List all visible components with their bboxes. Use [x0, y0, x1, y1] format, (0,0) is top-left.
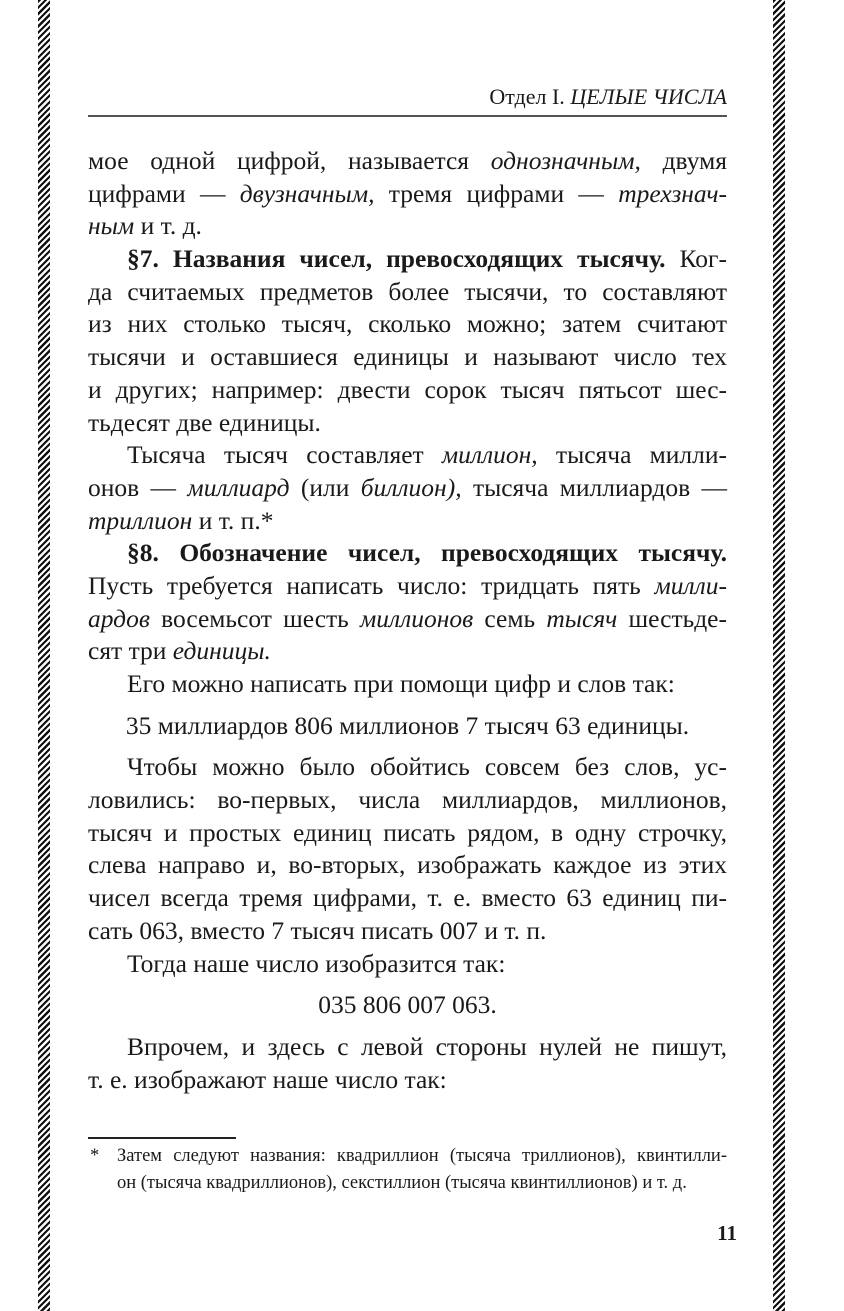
footnote-mark: *	[90, 1146, 100, 1166]
italic-term: единицы.	[172, 636, 271, 666]
text-line	[88, 635, 727, 668]
italic-term: миллиард	[187, 472, 290, 502]
decorative-border-right	[773, 0, 785, 1311]
text-span: Тысяча тысяч составляет	[127, 440, 442, 470]
text-span: Впрочем, и здесь с левой стороны нулей не пишут,	[127, 1031, 727, 1061]
italic-term: триллион	[88, 505, 193, 535]
text-span: из них столько тысяч, сколько можно; затем считают	[88, 309, 727, 339]
text-line	[88, 849, 727, 882]
text-span: чисел всегда тремя цифрами, т. е. вместо 63 единиц пи-	[88, 883, 727, 913]
text-line	[88, 1064, 727, 1097]
text-span: слева направо и, во-вторых, изображать каждое из этих	[88, 850, 727, 880]
footnote	[88, 1143, 727, 1197]
text-span: двумя	[640, 146, 727, 175]
text-span: 035 806 007 063.	[318, 990, 497, 1020]
text-line	[88, 505, 727, 538]
text-line	[88, 276, 727, 309]
text-span: 35 миллиардов 806 миллионов 7 тысяч 63 единицы.	[125, 710, 690, 740]
text-span: восемьсот шесть	[149, 603, 360, 633]
italic-term: миллион,	[441, 440, 538, 470]
text-span: сать 063, вместо 7 тысяч писать 007 и т. п.	[88, 915, 547, 945]
text-line	[88, 210, 727, 243]
text-span: и других; например: двести сорок тысяч пятьсот шес-	[88, 374, 727, 404]
text-span: цифрами —	[88, 178, 240, 208]
italic-term: тысяч	[546, 603, 618, 633]
text-line	[88, 784, 727, 817]
text-line	[88, 243, 727, 276]
text-span: сят три	[88, 636, 173, 666]
text-line	[88, 882, 727, 915]
text-span: Ког-	[665, 244, 727, 274]
bold-heading: §7. Названия чисел, превосходящих тысячу.	[127, 244, 666, 274]
italic-term: однозначным,	[490, 146, 641, 175]
body-text	[88, 145, 727, 1096]
text-span: (или	[289, 472, 361, 502]
text-line	[88, 751, 727, 784]
text-line	[88, 915, 727, 948]
text-line	[88, 710, 727, 743]
bold-heading: §8. Обозначение чисел, превосходящих тысячу.	[127, 538, 727, 568]
text-line	[88, 439, 727, 472]
header-section: Отдел I.	[489, 84, 565, 109]
italic-term: ным	[88, 211, 135, 241]
text-span: Чтобы можно было обойтись совсем без слов, ус-	[127, 752, 727, 782]
text-span: семь	[473, 603, 547, 633]
text-span: тысяч и простых единиц писать рядом, в одну строчку,	[88, 817, 727, 847]
text-line	[88, 472, 727, 505]
text-span: тысячи и оставшиеся единицы и называют число тех	[88, 342, 727, 372]
text-span: и т. д.	[134, 211, 202, 241]
text-line	[88, 341, 727, 374]
text-span: т. е. изображают наше число так:	[88, 1064, 447, 1094]
text-span: шестьде-	[617, 603, 727, 633]
text-line	[88, 989, 727, 1022]
text-span: и т. п.*	[192, 505, 274, 535]
decorative-border-left	[38, 0, 50, 1311]
text-line	[88, 537, 727, 570]
text-span: тремя цифрами —	[374, 178, 619, 208]
italic-term: двузначным,	[239, 178, 375, 208]
running-header	[88, 84, 727, 110]
footnote-line: Затем следуют названия: квадриллион (тысяча триллионов), квинтилли-	[117, 1146, 727, 1166]
text-span: Его можно написать при помощи цифр и слов так:	[127, 669, 675, 698]
text-line	[88, 570, 727, 603]
text-line	[88, 374, 727, 407]
text-line	[88, 145, 727, 178]
text-line	[88, 308, 727, 341]
text-line	[88, 1031, 727, 1064]
italic-term: трехзнач-	[618, 178, 728, 208]
text-line	[88, 407, 727, 440]
text-span: Пусть требуется написать число: тридцать пять	[88, 570, 655, 600]
text-line	[88, 817, 727, 850]
italic-term: миллионов	[359, 603, 474, 633]
italic-term: ардов	[88, 603, 150, 633]
text-span: онов —	[88, 472, 188, 502]
text-span: да считаемых предметов более тысячи, то составляют	[88, 276, 727, 306]
text-line	[88, 603, 727, 636]
text-span: Тогда наше число изобразится так:	[127, 948, 506, 978]
page-number: 11	[717, 1221, 737, 1245]
text-span: тьдесят две единицы.	[88, 407, 321, 437]
italic-term: милли-	[654, 570, 727, 600]
text-line	[88, 178, 727, 211]
italic-term: биллион),	[360, 472, 462, 502]
footnote-rule	[88, 1137, 236, 1139]
footnote-line: он (тысяча квадриллионов), секстиллион (тысяча квинтиллионов) и т. д.	[117, 1173, 687, 1193]
text-span: ловились: во-первых, числа миллиардов, миллионов,	[88, 785, 727, 815]
header-title: ЦЕЛЫЕ ЧИСЛА	[570, 84, 727, 109]
text-line	[88, 948, 727, 981]
text-span: тысяча милли-	[537, 440, 727, 470]
text-span: мое одной цифрой, называется	[88, 146, 491, 175]
text-span: тысяча миллиардов —	[461, 472, 728, 502]
text-line	[88, 668, 727, 701]
header-rule	[88, 115, 727, 117]
